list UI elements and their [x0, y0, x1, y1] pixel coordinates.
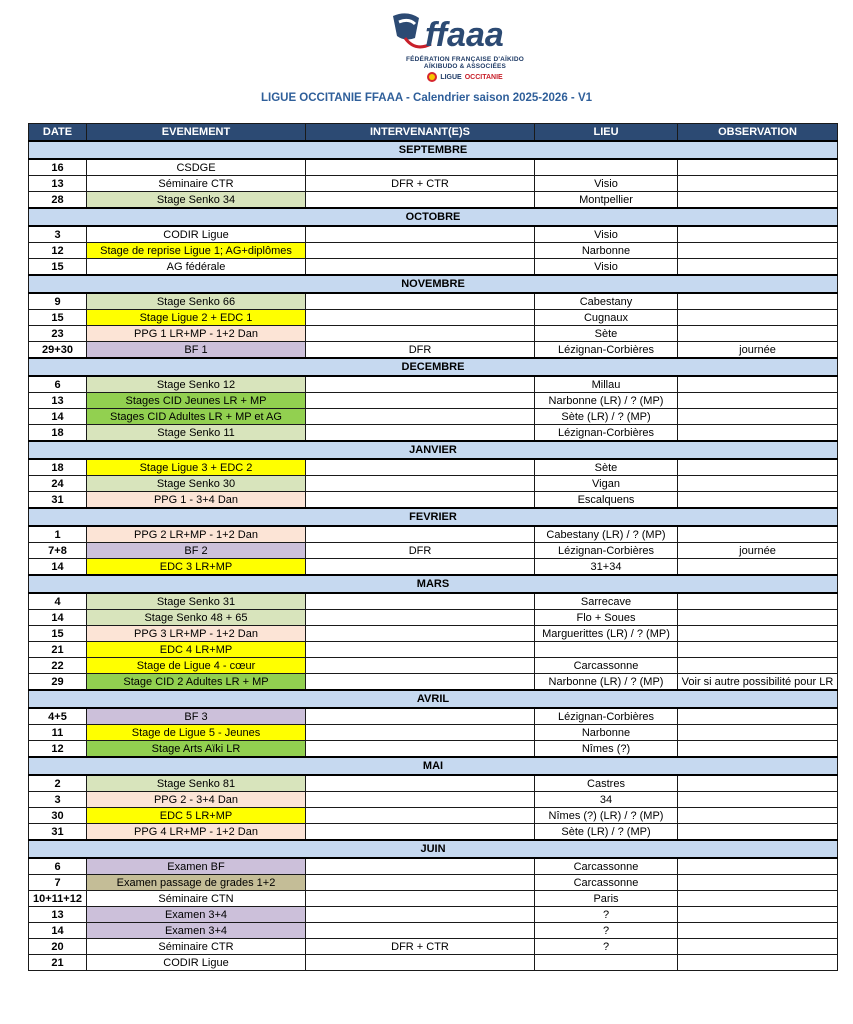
table-row	[29, 642, 838, 658]
event-observation	[678, 725, 838, 741]
event-lieu: Lézignan-Corbières	[535, 342, 678, 359]
event-name: EDC 3 LR+MP	[87, 559, 306, 576]
event-date: 31	[29, 824, 87, 841]
event-observation	[678, 775, 838, 792]
event-observation	[678, 293, 838, 310]
table-row	[29, 907, 838, 923]
calendar-table	[28, 123, 838, 971]
event-intervenants	[306, 808, 535, 824]
event-name: BF 2	[87, 543, 306, 559]
event-name: Séminaire CTR	[87, 176, 306, 192]
event-lieu: Visio	[535, 226, 678, 243]
event-observation	[678, 593, 838, 610]
event-intervenants	[306, 824, 535, 841]
logo-line2: AÏKIBUDO & ASSOCIÉES	[423, 63, 507, 70]
event-intervenants	[306, 476, 535, 492]
event-intervenants	[306, 642, 535, 658]
event-intervenants	[306, 159, 535, 176]
event-date: 12	[29, 741, 87, 758]
event-intervenants	[306, 492, 535, 509]
event-intervenants: DFR + CTR	[306, 176, 535, 192]
event-date: 14	[29, 610, 87, 626]
event-lieu: Vigan	[535, 476, 678, 492]
event-intervenants	[306, 907, 535, 923]
event-name: CSDGE	[87, 159, 306, 176]
event-observation	[678, 741, 838, 758]
event-lieu: Visio	[535, 176, 678, 192]
event-lieu: Cugnaux	[535, 310, 678, 326]
event-intervenants	[306, 775, 535, 792]
event-observation	[678, 858, 838, 875]
table-row	[29, 875, 838, 891]
event-intervenants	[306, 708, 535, 725]
event-name: PPG 1 LR+MP - 1+2 Dan	[87, 326, 306, 342]
page-title: LIGUE OCCITANIE FFAAA - Calendrier saison 2025-2026 - V1	[260, 92, 593, 104]
event-lieu	[535, 642, 678, 658]
event-observation: Voir si autre possibilité pour LR	[678, 674, 838, 691]
event-name: Examen BF	[87, 858, 306, 875]
event-name: Examen 3+4	[87, 907, 306, 923]
event-name: PPG 3 LR+MP - 1+2 Dan	[87, 626, 306, 642]
event-date: 3	[29, 792, 87, 808]
event-name: Stage Senko 34	[87, 192, 306, 209]
event-name: Examen 3+4	[87, 923, 306, 939]
event-observation	[678, 459, 838, 476]
logo-wordmark: ffaaa	[425, 16, 504, 54]
event-observation	[678, 808, 838, 824]
event-intervenants	[306, 875, 535, 891]
event-name: Stages CID Adultes LR + MP et AG	[87, 409, 306, 425]
table-row	[29, 891, 838, 907]
logo-ligue-region: OCCITANIE	[464, 73, 503, 81]
event-intervenants	[306, 310, 535, 326]
event-observation	[678, 642, 838, 658]
event-lieu: Nîmes (?)	[535, 741, 678, 758]
event-lieu: ?	[535, 939, 678, 955]
event-date: 13	[29, 907, 87, 923]
event-date: 15	[29, 310, 87, 326]
table-row	[29, 725, 838, 741]
event-lieu: ?	[535, 907, 678, 923]
event-observation	[678, 192, 838, 209]
event-observation	[678, 875, 838, 891]
event-observation	[678, 559, 838, 576]
table-row	[29, 326, 838, 342]
table-row	[29, 543, 838, 559]
table-row	[29, 808, 838, 824]
table-row	[29, 293, 838, 310]
month-name: DECEMBRE	[29, 358, 838, 376]
event-date: 29+30	[29, 342, 87, 359]
logo-ligue	[380, 72, 550, 82]
event-lieu: Paris	[535, 891, 678, 907]
event-observation	[678, 243, 838, 259]
event-intervenants	[306, 626, 535, 642]
event-lieu: 34	[535, 792, 678, 808]
table-row	[29, 393, 838, 409]
event-observation	[678, 176, 838, 192]
month-row	[29, 141, 838, 159]
event-date: 13	[29, 393, 87, 409]
event-name: PPG 2 - 3+4 Dan	[87, 792, 306, 808]
calendar-body	[29, 141, 838, 971]
event-intervenants	[306, 725, 535, 741]
event-date: 10+11+12	[29, 891, 87, 907]
event-intervenants	[306, 376, 535, 393]
event-date: 4+5	[29, 708, 87, 725]
header-observation: OBSERVATION	[678, 124, 838, 142]
event-observation	[678, 907, 838, 923]
table-row	[29, 824, 838, 841]
event-observation	[678, 658, 838, 674]
event-intervenants	[306, 858, 535, 875]
event-lieu: Sète	[535, 326, 678, 342]
event-observation	[678, 955, 838, 971]
event-date: 14	[29, 409, 87, 425]
month-name: OCTOBRE	[29, 208, 838, 226]
event-observation: journée	[678, 543, 838, 559]
table-row	[29, 658, 838, 674]
event-lieu: Narbonne (LR) / ? (MP)	[535, 674, 678, 691]
event-intervenants	[306, 425, 535, 442]
event-date: 7+8	[29, 543, 87, 559]
table-row	[29, 342, 838, 359]
table-row	[29, 610, 838, 626]
table-row	[29, 708, 838, 725]
event-date: 14	[29, 923, 87, 939]
table-row	[29, 923, 838, 939]
header-intervenants: INTERVENANT(E)S	[306, 124, 535, 142]
event-lieu: Lézignan-Corbières	[535, 425, 678, 442]
event-date: 16	[29, 159, 87, 176]
event-date: 23	[29, 326, 87, 342]
event-name: Stages CID Jeunes LR + MP	[87, 393, 306, 409]
month-row	[29, 275, 838, 293]
event-observation	[678, 923, 838, 939]
event-name: Stage Ligue 2 + EDC 1	[87, 310, 306, 326]
event-intervenants	[306, 393, 535, 409]
month-name: SEPTEMBRE	[29, 141, 838, 159]
event-observation	[678, 939, 838, 955]
event-observation	[678, 376, 838, 393]
event-intervenants: DFR + CTR	[306, 939, 535, 955]
event-observation	[678, 824, 838, 841]
event-date: 18	[29, 425, 87, 442]
event-observation	[678, 526, 838, 543]
event-intervenants	[306, 610, 535, 626]
event-date: 9	[29, 293, 87, 310]
event-name: Stage Ligue 3 + EDC 2	[87, 459, 306, 476]
event-lieu: Narbonne (LR) / ? (MP)	[535, 393, 678, 409]
event-date: 6	[29, 858, 87, 875]
event-name: Stage Senko 11	[87, 425, 306, 442]
event-date: 31	[29, 492, 87, 509]
event-date: 28	[29, 192, 87, 209]
month-name: JANVIER	[29, 441, 838, 459]
table-row	[29, 476, 838, 492]
event-intervenants	[306, 741, 535, 758]
event-date: 29	[29, 674, 87, 691]
event-date: 1	[29, 526, 87, 543]
event-lieu: Sète	[535, 459, 678, 476]
month-name: JUIN	[29, 840, 838, 858]
event-intervenants	[306, 259, 535, 276]
table-row	[29, 425, 838, 442]
event-date: 20	[29, 939, 87, 955]
event-name: AG fédérale	[87, 259, 306, 276]
table-row	[29, 243, 838, 259]
event-date: 21	[29, 955, 87, 971]
table-row	[29, 376, 838, 393]
event-intervenants	[306, 459, 535, 476]
event-date: 22	[29, 658, 87, 674]
event-lieu: Sète (LR) / ? (MP)	[535, 824, 678, 841]
event-lieu: Nîmes (?) (LR) / ? (MP)	[535, 808, 678, 824]
event-lieu: Sarrecave	[535, 593, 678, 610]
event-lieu: Escalquens	[535, 492, 678, 509]
occitan-cross-icon	[427, 72, 437, 82]
event-intervenants	[306, 792, 535, 808]
event-name: Stage Senko 81	[87, 775, 306, 792]
header-date: DATE	[29, 124, 87, 142]
event-lieu: Cabestany	[535, 293, 678, 310]
event-name: Stage Senko 30	[87, 476, 306, 492]
event-name: PPG 4 LR+MP - 1+2 Dan	[87, 824, 306, 841]
event-date: 4	[29, 593, 87, 610]
event-name: Stage Senko 31	[87, 593, 306, 610]
event-lieu: Narbonne	[535, 725, 678, 741]
event-observation	[678, 326, 838, 342]
event-lieu	[535, 955, 678, 971]
event-name: CODIR Ligue	[87, 226, 306, 243]
month-name: FEVRIER	[29, 508, 838, 526]
month-name: MARS	[29, 575, 838, 593]
month-row	[29, 358, 838, 376]
event-name: Stage CID 2 Adultes LR + MP	[87, 674, 306, 691]
event-lieu: ?	[535, 923, 678, 939]
table-row	[29, 192, 838, 209]
event-name: Stage de reprise Ligue 1; AG+diplômes	[87, 243, 306, 259]
event-date: 11	[29, 725, 87, 741]
event-name: BF 3	[87, 708, 306, 725]
event-lieu	[535, 159, 678, 176]
month-row	[29, 575, 838, 593]
event-intervenants	[306, 923, 535, 939]
event-intervenants	[306, 293, 535, 310]
event-intervenants: DFR	[306, 342, 535, 359]
table-row	[29, 459, 838, 476]
month-name: AVRIL	[29, 690, 838, 708]
event-intervenants	[306, 559, 535, 576]
event-lieu: Flo + Soues	[535, 610, 678, 626]
event-date: 30	[29, 808, 87, 824]
federation-logo	[380, 8, 550, 90]
event-lieu: Sète (LR) / ? (MP)	[535, 409, 678, 425]
table-row	[29, 674, 838, 691]
event-intervenants	[306, 674, 535, 691]
event-lieu: Visio	[535, 259, 678, 276]
event-name: Séminaire CTN	[87, 891, 306, 907]
event-observation	[678, 226, 838, 243]
event-name: Séminaire CTR	[87, 939, 306, 955]
table-row	[29, 259, 838, 276]
event-intervenants	[306, 658, 535, 674]
header-event: EVENEMENT	[87, 124, 306, 142]
table-row	[29, 176, 838, 192]
month-row	[29, 508, 838, 526]
event-name: Examen passage de grades 1+2	[87, 875, 306, 891]
event-date: 24	[29, 476, 87, 492]
table-row	[29, 955, 838, 971]
event-lieu: Montpellier	[535, 192, 678, 209]
event-observation	[678, 792, 838, 808]
event-lieu: Carcassonne	[535, 858, 678, 875]
event-intervenants	[306, 226, 535, 243]
event-date: 13	[29, 176, 87, 192]
event-lieu: Carcassonne	[535, 658, 678, 674]
month-name: NOVEMBRE	[29, 275, 838, 293]
month-name: MAI	[29, 757, 838, 775]
event-lieu: Lézignan-Corbières	[535, 543, 678, 559]
table-row	[29, 226, 838, 243]
event-date: 2	[29, 775, 87, 792]
event-date: 14	[29, 559, 87, 576]
month-row	[29, 690, 838, 708]
event-intervenants: DFR	[306, 543, 535, 559]
table-row	[29, 310, 838, 326]
table-row	[29, 492, 838, 509]
event-name: Stage Senko 12	[87, 376, 306, 393]
event-name: Stage Senko 66	[87, 293, 306, 310]
event-date: 18	[29, 459, 87, 476]
event-intervenants	[306, 526, 535, 543]
event-observation	[678, 425, 838, 442]
header-lieu: LIEU	[535, 124, 678, 142]
event-lieu: Lézignan-Corbières	[535, 708, 678, 725]
table-header-row	[29, 124, 838, 142]
event-name: Stage de Ligue 4 - cœur	[87, 658, 306, 674]
event-date: 6	[29, 376, 87, 393]
event-observation	[678, 492, 838, 509]
logo-line1: FÉDÉRATION FRANÇAISE D'AÏKIDO	[405, 56, 525, 63]
month-row	[29, 208, 838, 226]
table-row	[29, 775, 838, 792]
event-observation	[678, 626, 838, 642]
event-date: 3	[29, 226, 87, 243]
event-name: Stage Arts Aïki LR	[87, 741, 306, 758]
table-row	[29, 741, 838, 758]
event-lieu: Millau	[535, 376, 678, 393]
event-lieu: Cabestany (LR) / ? (MP)	[535, 526, 678, 543]
table-row	[29, 409, 838, 425]
event-observation	[678, 409, 838, 425]
event-lieu: Narbonne	[535, 243, 678, 259]
event-name: EDC 4 LR+MP	[87, 642, 306, 658]
table-row	[29, 159, 838, 176]
event-observation: journée	[678, 342, 838, 359]
event-observation	[678, 708, 838, 725]
event-observation	[678, 159, 838, 176]
event-observation	[678, 393, 838, 409]
event-intervenants	[306, 955, 535, 971]
event-date: 15	[29, 626, 87, 642]
table-row	[29, 792, 838, 808]
event-name: CODIR Ligue	[87, 955, 306, 971]
event-lieu: 31+34	[535, 559, 678, 576]
event-name: PPG 1 - 3+4 Dan	[87, 492, 306, 509]
event-name: Stage de Ligue 5 - Jeunes	[87, 725, 306, 741]
event-date: 12	[29, 243, 87, 259]
event-observation	[678, 610, 838, 626]
event-intervenants	[306, 409, 535, 425]
event-intervenants	[306, 243, 535, 259]
month-row	[29, 757, 838, 775]
table-row	[29, 626, 838, 642]
event-lieu: Marguerittes (LR) / ? (MP)	[535, 626, 678, 642]
event-name: EDC 5 LR+MP	[87, 808, 306, 824]
event-intervenants	[306, 192, 535, 209]
event-observation	[678, 310, 838, 326]
event-observation	[678, 259, 838, 276]
event-observation	[678, 476, 838, 492]
event-date: 15	[29, 259, 87, 276]
event-name: Stage Senko 48 + 65	[87, 610, 306, 626]
event-intervenants	[306, 891, 535, 907]
event-name: PPG 2 LR+MP - 1+2 Dan	[87, 526, 306, 543]
event-intervenants	[306, 593, 535, 610]
table-row	[29, 858, 838, 875]
table-row	[29, 593, 838, 610]
event-lieu: Castres	[535, 775, 678, 792]
table-row	[29, 526, 838, 543]
event-name: BF 1	[87, 342, 306, 359]
event-observation	[678, 891, 838, 907]
event-date: 7	[29, 875, 87, 891]
event-lieu: Carcassonne	[535, 875, 678, 891]
logo-ligue-word: LIGUE	[440, 73, 462, 81]
ffaaa-logo-icon	[385, 8, 545, 56]
table-row	[29, 939, 838, 955]
table-row	[29, 559, 838, 576]
month-row	[29, 840, 838, 858]
event-intervenants	[306, 326, 535, 342]
event-date: 21	[29, 642, 87, 658]
month-row	[29, 441, 838, 459]
